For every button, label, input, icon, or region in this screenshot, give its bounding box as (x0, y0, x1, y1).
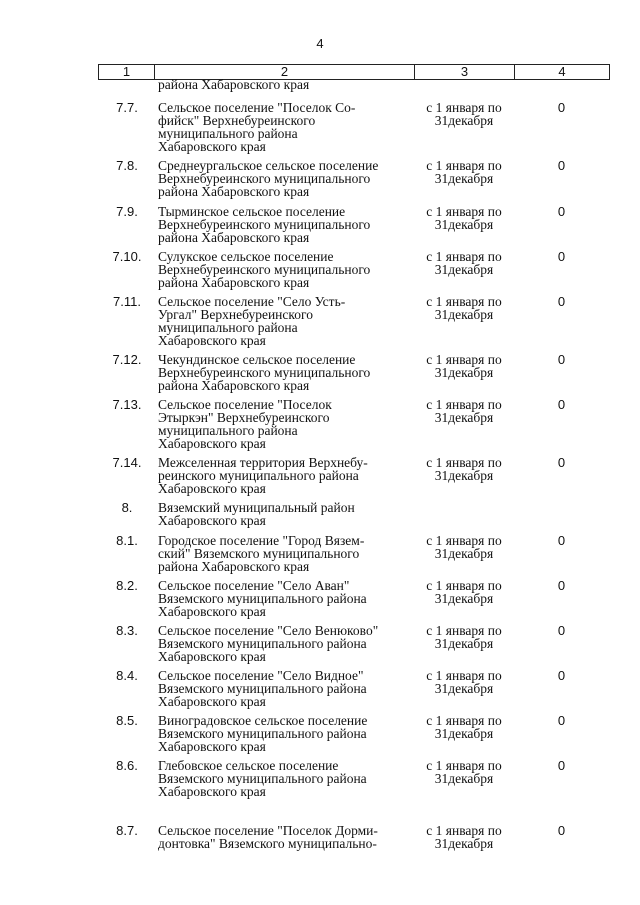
row-value: 0 (557, 100, 566, 115)
period-line: 31декабря (434, 468, 494, 483)
territory-name-line: Сельское поселение "Поселок Дорми- (158, 823, 378, 838)
period-line: с 1 января по (426, 294, 502, 309)
period-line: 31декабря (434, 113, 494, 128)
period (418, 824, 510, 850)
territory-name-line: донтовка" Вяземского муниципально- (158, 836, 377, 851)
territory-name-line: Сельское поселение "Село Венюково" (158, 623, 379, 638)
period-line: 31декабря (434, 410, 494, 425)
row-number: 7.7. (116, 100, 138, 115)
territory-name (158, 714, 413, 753)
territory-name-line: Хабаровского края (158, 784, 266, 799)
period (418, 101, 510, 127)
territory-name-line: Хабаровского края (158, 481, 266, 496)
period-line: 31декабря (434, 836, 494, 851)
period-line: 31декабря (434, 636, 494, 651)
period-line: с 1 января по (426, 100, 502, 115)
territory-name-line: Вяземского муниципального района (158, 636, 367, 651)
row-number: 7.11. (113, 294, 141, 309)
territory-name-line: Вяземского муниципального района (158, 771, 367, 786)
territory-name-line: Сельское поселение "Поселок (158, 397, 332, 412)
territory-name-line: Хабаровского края (158, 739, 266, 754)
period (418, 295, 510, 321)
territory-name (158, 353, 413, 392)
territory-name-line: района Хабаровского края (158, 559, 310, 574)
territory-name-line: Вяземского муниципального района (158, 681, 367, 696)
period-line: с 1 января по (426, 352, 502, 367)
period (418, 759, 510, 785)
territory-name-line: Сельское поселение "Поселок Со- (158, 100, 356, 115)
row-number: 8. (121, 500, 133, 515)
period-line: 31декабря (434, 262, 494, 277)
period (418, 534, 510, 560)
column-3-header: 3 (415, 65, 515, 80)
period-line: 31декабря (434, 365, 494, 380)
territory-name-line: района Хабаровского края (158, 275, 310, 290)
territory-name-line: реинского муниципального района (158, 468, 359, 483)
row-value: 0 (557, 352, 566, 367)
territory-name (158, 398, 413, 450)
territory-name-line: Ургал" Верхнебуреинского (158, 307, 313, 322)
territory-name-line: Вяземского муниципального района (158, 726, 367, 741)
period-line: с 1 января по (426, 713, 502, 728)
territory-name-line: Городское поселение "Город Вязем- (158, 533, 365, 548)
period (418, 624, 510, 650)
territory-name-line: Вяземского муниципального района (158, 591, 367, 606)
row-value: 0 (557, 204, 566, 219)
row-number: 8.7. (116, 823, 138, 838)
row-number: 7.8. (116, 158, 138, 173)
period-line: 31декабря (434, 546, 494, 561)
territory-name (158, 579, 413, 618)
territory-name-line: муниципального района (158, 423, 298, 438)
territory-name-line: Хабаровского края (158, 333, 266, 348)
territory-name-line: ский" Вяземского муниципального (158, 546, 360, 561)
row-value: 0 (557, 455, 566, 470)
row-value: 0 (557, 713, 566, 728)
territory-name-line: Верхнебуреинского муниципального (158, 365, 371, 380)
continuation-text: района Хабаровского края (158, 77, 310, 92)
row-value: 0 (557, 533, 566, 548)
period-line: с 1 января по (426, 823, 502, 838)
period (418, 205, 510, 231)
territory-name-line: Хабаровского края (158, 694, 266, 709)
territory-name-line: Среднеургальское сельское поселение (158, 158, 379, 173)
territory-name-line: Сельское поселение "Село Усть- (158, 294, 346, 309)
row-value: 0 (557, 668, 566, 683)
row-number: 7.12. (112, 352, 142, 367)
territory-name-line: муниципального района (158, 320, 298, 335)
territory-name-line: Верхнебуреинского муниципального (158, 171, 371, 186)
territory-name-line: Хабаровского края (158, 649, 266, 664)
column-2-header: 2 (155, 65, 415, 80)
period-line: с 1 января по (426, 204, 502, 219)
territory-name (158, 159, 413, 198)
period (418, 669, 510, 695)
period (418, 714, 510, 740)
row-value: 0 (557, 158, 566, 173)
territory-name (158, 759, 413, 798)
period-line: 31декабря (434, 726, 494, 741)
row-number: 7.13. (112, 397, 142, 412)
row-number: 7.14. (112, 455, 142, 470)
territory-name-line: Сельское поселение "Село Видное" (158, 668, 364, 683)
territory-name-line: Верхнебуреинского муниципального (158, 217, 371, 232)
territory-name-line: Виноградовское сельское поселение (158, 713, 368, 728)
territory-name-line: Глебовское сельское поселение (158, 758, 339, 773)
page-number: 4 (316, 36, 324, 51)
territory-name-line: района Хабаровского края (158, 184, 310, 199)
period-line: с 1 января по (426, 623, 502, 638)
row-number: 7.10. (112, 249, 142, 264)
territory-name-line: Хабаровского края (158, 604, 266, 619)
territory-name-line: Верхнебуреинского муниципального (158, 262, 371, 277)
period (418, 456, 510, 482)
period-line: 31декабря (434, 771, 494, 786)
period-line: с 1 января по (426, 758, 502, 773)
period-line: 31декабря (434, 591, 494, 606)
period-line: 31декабря (434, 217, 494, 232)
territory-name (158, 624, 413, 663)
row-number: 8.2. (116, 578, 138, 593)
period-line: с 1 января по (426, 578, 502, 593)
row-value: 0 (557, 823, 566, 838)
territory-name-line: Вяземский муниципальный район (158, 500, 355, 515)
territory-name (158, 669, 413, 708)
territory-name-line: Чекундинское сельское поселение (158, 352, 356, 367)
territory-name (158, 205, 413, 244)
territory-name-line: Межселенная территория Верхнебу- (158, 455, 368, 470)
territory-name-line: Сельское поселение "Село Аван" (158, 578, 350, 593)
period-line: 31декабря (434, 307, 494, 322)
period (418, 250, 510, 276)
territory-name-line: Хабаровского края (158, 139, 266, 154)
territory-name-line: фийск" Верхнебуреинского (158, 113, 316, 128)
row-value: 0 (557, 758, 566, 773)
row-number: 7.9. (116, 204, 138, 219)
territory-name-line: Этыркэн" Верхнебуреинского (158, 410, 330, 425)
territory-name-line: района Хабаровского края (158, 230, 310, 245)
row-value: 0 (557, 623, 566, 638)
column-1-header: 1 (99, 65, 155, 80)
period (418, 353, 510, 379)
period-line: с 1 января по (426, 249, 502, 264)
row-value: 0 (557, 578, 566, 593)
row-number: 8.6. (116, 758, 138, 773)
period-line: с 1 января по (426, 533, 502, 548)
period-line: 31декабря (434, 681, 494, 696)
row-value: 0 (557, 249, 566, 264)
territory-name-line: Сулукское сельское поселение (158, 249, 334, 264)
territory-name (158, 456, 413, 495)
territory-name-line: Хабаровского края (158, 513, 266, 528)
territory-name (158, 824, 413, 850)
territory-name (158, 101, 413, 153)
period-line: 31декабря (434, 171, 494, 186)
column-4-header: 4 (515, 65, 610, 80)
territory-name-line: муниципального района (158, 126, 298, 141)
period (418, 398, 510, 424)
period-line: с 1 января по (426, 158, 502, 173)
row-number: 8.5. (116, 713, 138, 728)
period (418, 579, 510, 605)
row-number: 8.1. (116, 533, 138, 548)
territory-name (158, 295, 413, 347)
row-value: 0 (557, 294, 566, 309)
territory-name (158, 501, 413, 527)
row-number: 8.3. (116, 623, 138, 638)
row-number: 8.4. (116, 668, 138, 683)
period-line: с 1 января по (426, 397, 502, 412)
row-value: 0 (557, 397, 566, 412)
territory-name (158, 250, 413, 289)
territory-name-line: Хабаровского края (158, 436, 266, 451)
period-line: с 1 января по (426, 668, 502, 683)
territory-name (158, 534, 413, 573)
period (418, 159, 510, 185)
territory-name-line: района Хабаровского края (158, 378, 310, 393)
territory-name-line: Тырминское сельское поселение (158, 204, 346, 219)
period-line: с 1 января по (426, 455, 502, 470)
